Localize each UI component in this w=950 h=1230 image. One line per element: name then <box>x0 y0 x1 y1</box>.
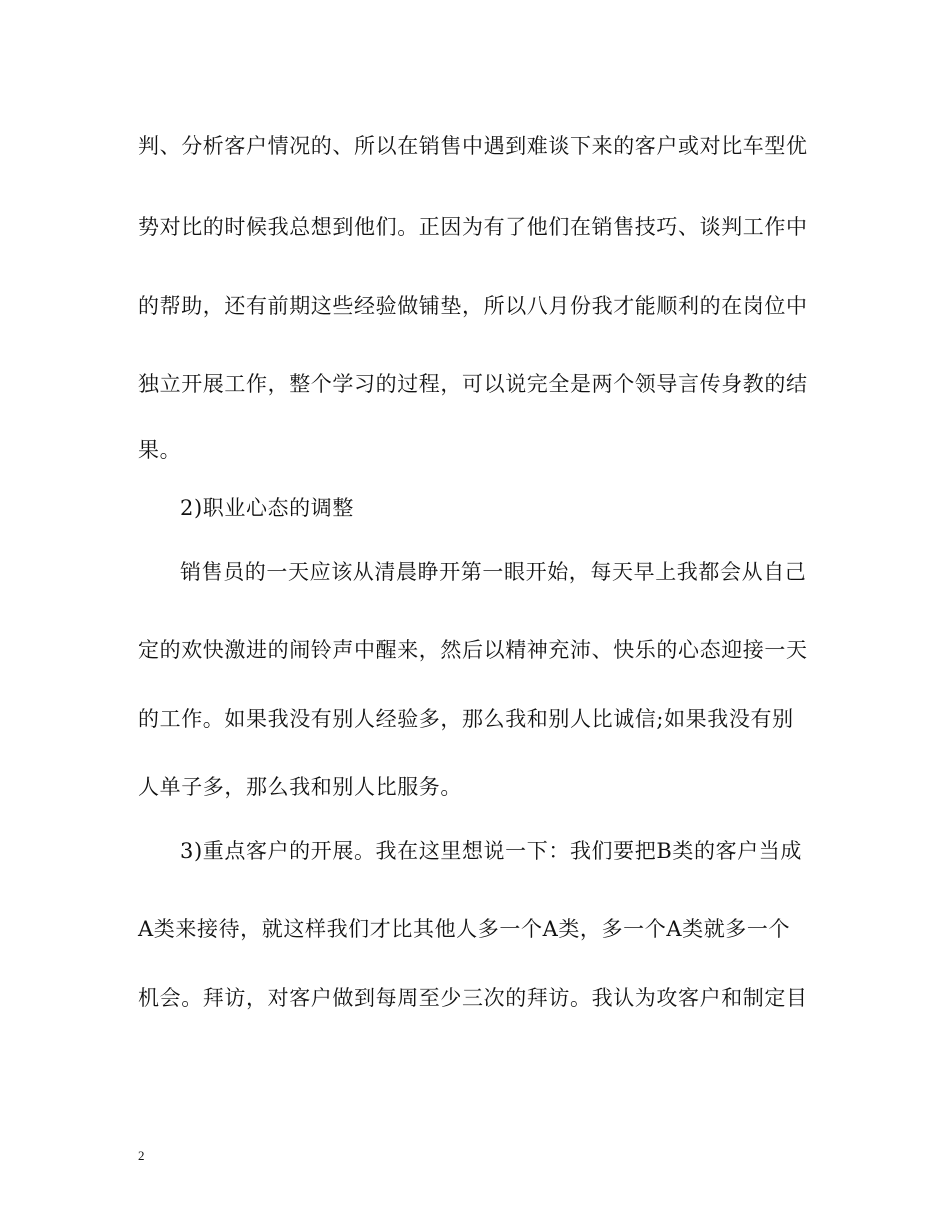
text-line: 的帮助，还有前期这些经验做铺垫，所以八月份我才能顺利的在岗位中 <box>138 294 808 318</box>
text-line: 独立开展工作，整个学习的过程，可以说完全是两个领导言传身教的结 <box>138 372 808 396</box>
section-heading: 2)职业心态的调整 <box>180 496 354 520</box>
text-line: 判、分析客户情况的、所以在销售中遇到难谈下来的客户或对比车型优 <box>138 134 808 158</box>
text-line: 销售员的一天应该从清晨睁开第一眼开始，每天早上我都会从自己 <box>180 560 807 584</box>
text-line: 的工作。如果我没有别人经验多，那么我和别人比诚信;如果我没有别 <box>138 707 794 731</box>
text-line: 人单子多，那么我和别人比服务。 <box>138 775 462 799</box>
section-heading: 3)重点客户的开展。我在这里想说一下：我们要把B类的客户当成 <box>180 839 802 863</box>
text-line: 机会。拜访，对客户做到每周至少三次的拜访。我认为攻客户和制定目 <box>138 986 808 1010</box>
page-number: 2 <box>138 1148 145 1163</box>
text-line: 势对比的时候我总想到他们。正因为有了他们在销售技巧、谈判工作中 <box>138 215 808 239</box>
text-line: 定的欢快激进的闹铃声中醒来，然后以精神充沛、快乐的心态迎接一天 <box>138 638 808 662</box>
text-line: 果。 <box>138 438 182 462</box>
text-line: A类来接待，就这样我们才比其他人多一个A类，多一个A类就多一个 <box>138 917 791 941</box>
